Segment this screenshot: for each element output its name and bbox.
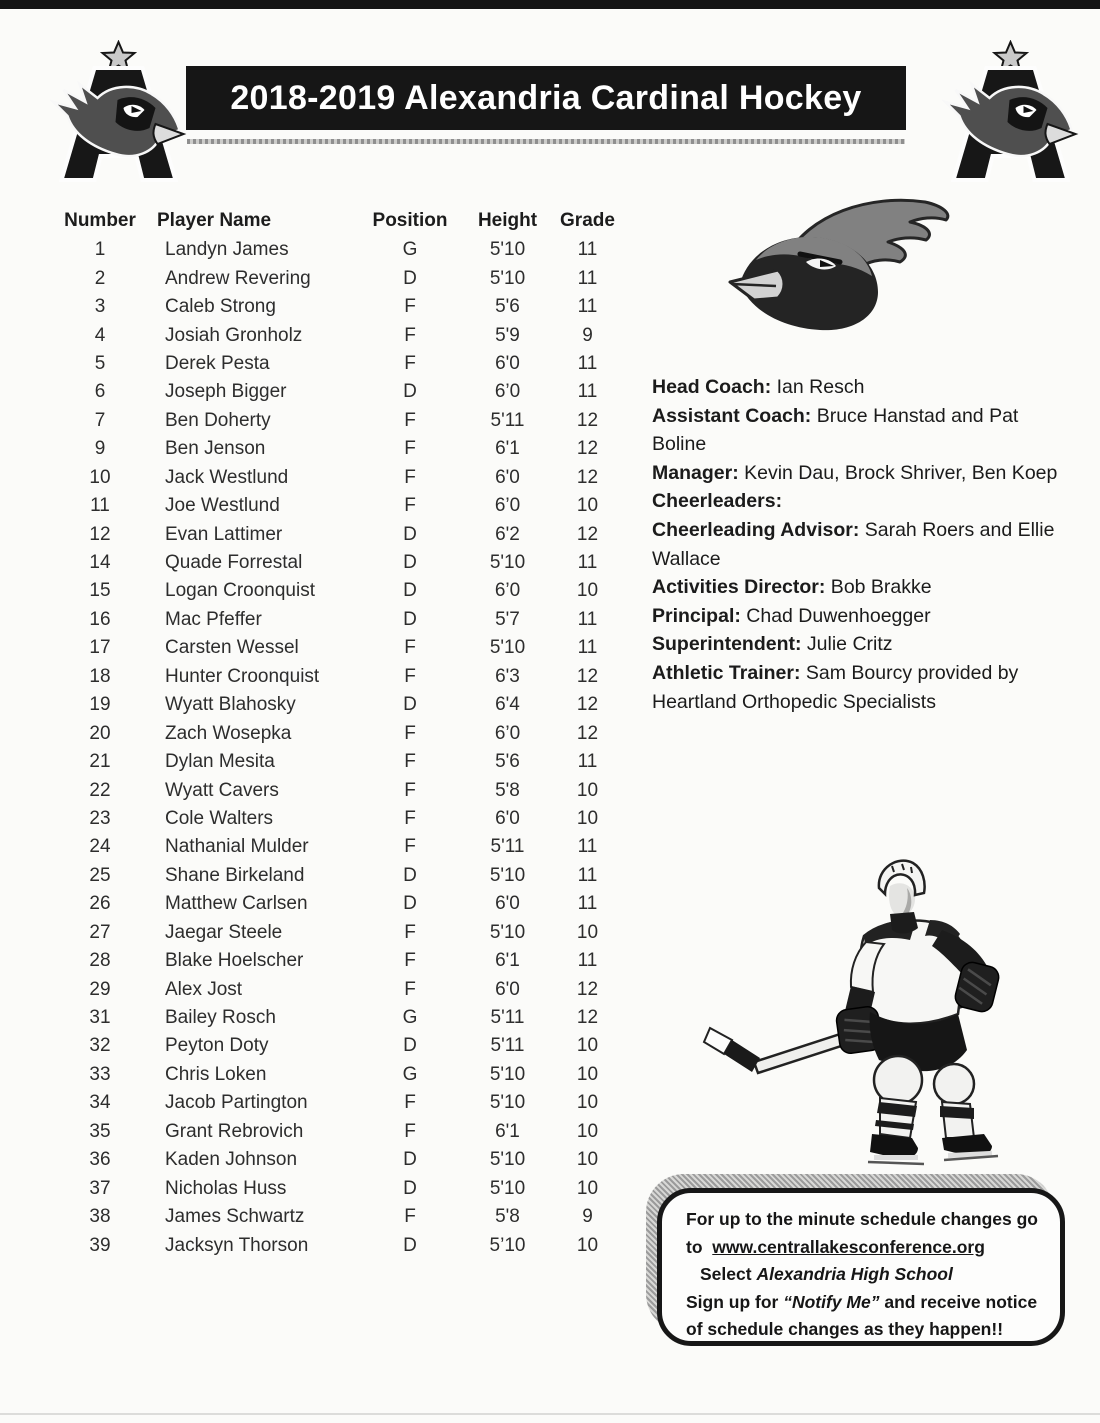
- cell-grade: 12: [576, 438, 599, 460]
- cell-height: 5'10: [489, 267, 526, 289]
- cell-name: Kaden Johnson: [165, 1149, 298, 1171]
- cell-name: Jaegar Steele: [165, 921, 283, 943]
- cell-number: 2: [94, 267, 106, 289]
- cell-height: 5'10: [489, 921, 526, 943]
- cell-position: D: [403, 1149, 417, 1171]
- cell-name: Jacksyn Thorson: [165, 1234, 309, 1256]
- cell-height: 6'2: [495, 523, 520, 545]
- cell-number: 7: [94, 409, 106, 431]
- logo-top-right: [942, 40, 1080, 192]
- cell-name: Logan Croonquist: [165, 580, 315, 602]
- staff-entry: Cheerleading Advisor: Sarah Roers and Ellie Wallace: [652, 518, 1055, 570]
- cell-number: 4: [94, 324, 106, 346]
- table-row: [55, 1061, 620, 1089]
- cell-height: 5'10: [489, 1149, 526, 1171]
- cell-position: F: [404, 1092, 416, 1114]
- cell-height: 6'4: [495, 694, 520, 716]
- notice-text: Select: [700, 1264, 752, 1284]
- table-row: [55, 691, 620, 719]
- cell-position: F: [404, 779, 416, 801]
- cell-number: 39: [89, 1234, 111, 1256]
- cell-grade: 10: [576, 921, 599, 943]
- cell-name: Wyatt Cavers: [165, 779, 279, 801]
- staff-role-label: Principal:: [652, 604, 741, 627]
- column-header-grade: Grade: [560, 210, 615, 231]
- cell-number: 29: [89, 978, 111, 1000]
- staff-entry: Athletic Trainer: Sam Bourcy provided by Heartland Orthopedic Specialists: [652, 661, 1019, 713]
- cell-grade: 12: [576, 694, 599, 716]
- cell-grade: 12: [576, 978, 599, 1000]
- table-row: [55, 805, 620, 833]
- cell-grade: 11: [577, 608, 598, 630]
- roster-table: [55, 206, 620, 1260]
- cell-name: Caleb Strong: [165, 296, 276, 318]
- cell-position: D: [403, 893, 417, 915]
- cell-position: G: [402, 1007, 418, 1029]
- cell-height: 6’0: [494, 722, 521, 744]
- cell-grade: 10: [576, 807, 599, 829]
- cell-height: 5’10: [489, 1234, 526, 1256]
- cell-number: 22: [89, 779, 111, 801]
- cell-position: D: [403, 580, 417, 602]
- cell-position: F: [404, 466, 416, 488]
- cell-name: Jacob Partington: [165, 1092, 308, 1114]
- notice-line-4: [686, 1289, 1044, 1317]
- cell-number: 14: [89, 552, 111, 574]
- cell-name: Joe Westlund: [165, 495, 280, 517]
- cell-height: 5'10: [489, 864, 526, 886]
- cell-grade: 11: [577, 552, 598, 574]
- table-row: [55, 833, 620, 861]
- cell-grade: 10: [576, 779, 599, 801]
- table-row: [55, 1004, 620, 1032]
- cell-number: 37: [89, 1177, 111, 1199]
- table-row: [55, 1146, 620, 1174]
- cell-height: 5'11: [490, 836, 525, 858]
- cell-name: Ben Doherty: [165, 409, 271, 431]
- staff-entry: [652, 487, 1058, 516]
- notice-line-1: [686, 1206, 1044, 1234]
- cell-grade: 11: [577, 296, 598, 318]
- cell-number: 12: [89, 523, 111, 545]
- scan-edge-strip: [0, 0, 1100, 9]
- roster-header-row: [55, 206, 620, 236]
- table-row: [55, 407, 620, 435]
- cell-height: 5'10: [489, 1063, 526, 1085]
- cell-height: 5'9: [495, 324, 520, 346]
- cell-height: 6'1: [495, 438, 520, 460]
- cell-height: 6'0: [495, 893, 520, 915]
- staff-role-label: Assistant Coach:: [652, 404, 812, 427]
- cell-grade: 12: [576, 523, 599, 545]
- cell-number: 36: [89, 1149, 111, 1171]
- table-row: [55, 663, 620, 691]
- cell-height: 6’0: [494, 381, 521, 403]
- cell-name: Carsten Wessel: [165, 637, 299, 659]
- notice-line-5: [686, 1316, 1044, 1344]
- notice-text: of schedule changes as they happen!!: [686, 1319, 1004, 1339]
- cell-name: James Schwartz: [165, 1206, 305, 1228]
- cell-grade: 12: [576, 466, 599, 488]
- cell-position: F: [404, 807, 416, 829]
- cell-grade: 10: [576, 1092, 599, 1114]
- notice-text: and receive notice: [884, 1291, 1038, 1312]
- cell-number: 33: [89, 1063, 111, 1085]
- cell-number: 26: [89, 893, 111, 915]
- table-row: [55, 264, 620, 292]
- cell-number: 21: [89, 751, 111, 773]
- cell-number: 16: [89, 608, 111, 630]
- cell-position: D: [403, 1035, 417, 1057]
- table-row: [55, 577, 620, 605]
- cell-height: 6'3: [495, 665, 520, 687]
- cardinal-a-star-icon: [50, 40, 188, 192]
- cell-position: F: [404, 665, 416, 687]
- cell-height: 5'10: [489, 239, 526, 261]
- staff-entry: Head Coach: Ian Resch: [652, 376, 865, 398]
- cell-grade: 10: [576, 1177, 599, 1199]
- cell-height: 5'6: [495, 296, 520, 318]
- table-row: [55, 321, 620, 349]
- cell-height: 5'10: [489, 1177, 526, 1199]
- cell-number: 6: [94, 381, 106, 403]
- cell-grade: 11: [577, 864, 598, 886]
- cell-grade: 11: [577, 267, 598, 289]
- cell-number: 19: [89, 694, 111, 716]
- cell-name: Hunter Croonquist: [165, 665, 320, 687]
- cell-grade: 9: [582, 1206, 593, 1228]
- staff-role-label: Cheerleading Advisor:: [652, 518, 860, 541]
- cell-name: Nicholas Huss: [165, 1177, 287, 1199]
- cell-position: F: [404, 495, 416, 517]
- cell-grade: 11: [577, 381, 598, 403]
- staff-role-label: Activities Director:: [652, 576, 826, 599]
- notice-line-2: [686, 1234, 1044, 1262]
- cell-number: 5: [94, 352, 106, 374]
- banner-decorative-line: [187, 139, 905, 144]
- cell-position: F: [404, 637, 416, 659]
- cell-grade: 10: [576, 1063, 599, 1085]
- notice-school-name: Alexandria High School: [756, 1264, 953, 1284]
- cell-number: 10: [89, 466, 111, 488]
- cell-number: 27: [89, 921, 111, 943]
- cell-grade: 11: [577, 239, 598, 261]
- cell-name: Cole Walters: [165, 807, 274, 829]
- cell-position: F: [404, 1206, 416, 1228]
- cell-height: 5'10: [489, 1092, 526, 1114]
- cell-number: 28: [89, 950, 111, 972]
- table-row: [55, 776, 620, 804]
- column-header-height: Height: [477, 210, 538, 231]
- cell-number: 18: [89, 665, 111, 687]
- cell-name: Mac Pfeffer: [165, 608, 262, 630]
- cell-grade: 10: [576, 1035, 599, 1057]
- cell-position: F: [404, 978, 416, 1000]
- cell-height: 5'10: [489, 637, 526, 659]
- notice-text: For up to the minute schedule changes go: [686, 1209, 1038, 1229]
- cell-height: 6'0: [495, 978, 520, 1000]
- cell-height: 5'6: [495, 751, 520, 773]
- cell-height: 5'11: [490, 1035, 525, 1057]
- cell-position: D: [403, 523, 417, 545]
- staff-entry: Assistant Coach: Bruce Hanstad and Pat Boline: [652, 404, 1019, 456]
- cell-name: Alex Jost: [165, 978, 243, 1000]
- cell-number: 20: [89, 722, 111, 744]
- cell-name: Evan Lattimer: [165, 523, 283, 545]
- cell-name: Dylan Mesita: [165, 751, 275, 773]
- cell-position: F: [404, 751, 416, 773]
- cell-position: F: [404, 921, 416, 943]
- cell-position: D: [403, 552, 417, 574]
- table-row: [55, 1089, 620, 1117]
- cell-position: D: [403, 694, 417, 716]
- cell-number: 24: [89, 836, 111, 858]
- schedule-notice-box: [657, 1188, 1065, 1346]
- table-row: [55, 293, 620, 321]
- table-row: [55, 890, 620, 918]
- scan-bottom-edge: [0, 1413, 1100, 1415]
- cell-height: 5'7: [495, 608, 520, 630]
- cell-height: 5'8: [495, 779, 520, 801]
- cell-name: Zach Wosepka: [165, 722, 292, 744]
- cell-grade: 10: [576, 1120, 599, 1142]
- cell-position: F: [404, 352, 416, 374]
- cell-number: 1: [94, 239, 106, 261]
- cell-grade: 11: [577, 637, 598, 659]
- cell-number: 23: [89, 807, 111, 829]
- cell-name: Matthew Carlsen: [165, 893, 308, 915]
- cell-height: 6'0: [495, 466, 520, 488]
- cell-grade: 11: [577, 751, 598, 773]
- cell-grade: 10: [576, 495, 599, 517]
- cell-name: Blake Hoelscher: [165, 950, 304, 972]
- cell-position: D: [403, 1177, 417, 1199]
- table-row: [55, 350, 620, 378]
- cell-position: G: [402, 239, 418, 261]
- cell-grade: 9: [582, 324, 593, 346]
- notice-box-body: [657, 1188, 1065, 1346]
- cell-grade: 11: [577, 836, 598, 858]
- cell-grade: 10: [576, 580, 599, 602]
- cell-name: Ben Jenson: [165, 438, 266, 460]
- staff-role-label: Head Coach:: [652, 376, 772, 398]
- cell-grade: 12: [576, 1007, 599, 1029]
- cell-name: Jack Westlund: [165, 466, 289, 488]
- cell-name: Joseph Bigger: [165, 381, 287, 403]
- staff-role-label: Manager:: [652, 461, 739, 484]
- cell-name: Andrew Revering: [165, 267, 311, 289]
- cell-number: 9: [94, 438, 106, 460]
- page-title: 2018-2019 Alexandria Cardinal Hockey: [230, 78, 862, 117]
- cell-name: Nathanial Mulder: [165, 836, 309, 858]
- notice-line-3: [686, 1261, 1044, 1289]
- cell-grade: 12: [576, 722, 599, 744]
- cell-height: 5'8: [495, 1206, 520, 1228]
- staff-role-label: Athletic Trainer:: [652, 661, 801, 684]
- table-row: [55, 634, 620, 662]
- staff-entry: Superintendent: Julie Critz: [652, 633, 893, 656]
- cell-height: 6'1: [495, 950, 520, 972]
- staff-role-label: Cheerleaders:: [652, 490, 783, 513]
- column-header-position: Position: [372, 210, 448, 231]
- cell-position: D: [403, 608, 417, 630]
- cell-name: Shane Birkeland: [165, 864, 305, 886]
- cell-height: 5'11: [490, 409, 525, 431]
- staff-entry: Principal: Chad Duwenhoegger: [652, 604, 931, 627]
- staff-entry: Activities Director: Bob Brakke: [652, 576, 932, 599]
- table-row: [55, 492, 620, 520]
- table-row: [55, 975, 620, 1003]
- cell-position: F: [404, 1120, 416, 1142]
- cell-name: Chris Loken: [165, 1063, 267, 1085]
- cell-position: D: [403, 864, 417, 886]
- cell-position: D: [403, 1234, 417, 1256]
- cell-height: 6’0: [494, 495, 521, 517]
- column-header-number: Number: [64, 210, 136, 231]
- cell-number: 31: [89, 1007, 111, 1029]
- cell-height: 6'0: [495, 807, 520, 829]
- table-row: [55, 919, 620, 947]
- cell-position: F: [404, 324, 416, 346]
- cell-name: Grant Rebrovich: [165, 1120, 304, 1142]
- column-header-name: Player Name: [157, 210, 272, 231]
- cell-height: 6'0: [495, 352, 520, 374]
- cell-name: Josiah Gronholz: [165, 324, 303, 346]
- cell-name: Bailey Rosch: [165, 1007, 276, 1029]
- table-row: [55, 378, 620, 406]
- cell-height: 5'11: [490, 1007, 525, 1029]
- cell-number: 3: [94, 296, 106, 318]
- table-row: [55, 549, 620, 577]
- cell-number: 11: [90, 495, 110, 517]
- cell-height: 5'10: [489, 552, 526, 574]
- cell-number: 25: [89, 864, 111, 886]
- cell-grade: 10: [576, 1149, 599, 1171]
- hockey-player-art: [702, 846, 1010, 1166]
- cell-grade: 12: [576, 665, 599, 687]
- staff-entry: Manager: Kevin Dau, Brock Shriver, Ben Koep: [652, 461, 1058, 484]
- table-row: [55, 435, 620, 463]
- cell-number: 32: [89, 1035, 111, 1057]
- table-row: [55, 1174, 620, 1202]
- cell-position: D: [403, 267, 417, 289]
- schedule-link[interactable]: www.centrallakesconference.org: [712, 1236, 985, 1257]
- staff-list: [652, 373, 1058, 716]
- cardinal-head-art: [720, 188, 958, 360]
- cell-grade: 11: [577, 950, 598, 972]
- cell-position: F: [404, 296, 416, 318]
- table-row: [55, 1231, 620, 1259]
- cell-grade: 11: [577, 352, 598, 374]
- notice-text: to: [686, 1236, 703, 1257]
- table-row: [55, 719, 620, 747]
- cell-position: F: [404, 409, 416, 431]
- cell-name: Quade Forrestal: [165, 552, 303, 574]
- title-banner: [186, 66, 906, 130]
- cell-number: 34: [89, 1092, 111, 1114]
- table-row: [55, 606, 620, 634]
- cell-position: F: [404, 722, 416, 744]
- cell-number: 17: [89, 637, 111, 659]
- table-row: [55, 520, 620, 548]
- cell-grade: 12: [576, 409, 599, 431]
- table-row: [55, 1203, 620, 1231]
- cell-position: F: [404, 438, 416, 460]
- roster-rows: [55, 236, 620, 1260]
- table-row: [55, 748, 620, 776]
- cell-height: 6’0: [494, 580, 521, 602]
- table-row: [55, 947, 620, 975]
- cardinal-head-icon: [720, 188, 958, 360]
- hockey-player-icon: [702, 846, 1010, 1166]
- cell-name: Landyn James: [165, 239, 289, 261]
- notice-text: Sign up for: [686, 1291, 779, 1312]
- cell-position: G: [402, 1063, 418, 1085]
- notice-notify-me: “Notify Me”: [783, 1291, 880, 1312]
- cell-height: 6'1: [495, 1120, 520, 1142]
- table-row: [55, 1118, 620, 1146]
- cell-position: F: [404, 836, 416, 858]
- cell-name: Wyatt Blahosky: [165, 694, 296, 716]
- logo-top-left: [50, 40, 188, 192]
- cell-position: F: [404, 950, 416, 972]
- cell-position: D: [403, 381, 417, 403]
- table-row: [55, 862, 620, 890]
- cell-number: 38: [89, 1206, 111, 1228]
- staff-role-label: Superintendent:: [652, 633, 802, 656]
- cell-number: 15: [89, 580, 111, 602]
- cardinal-a-star-icon: [942, 40, 1080, 192]
- table-row: [55, 1032, 620, 1060]
- table-row: [55, 236, 620, 264]
- cell-grade: 11: [577, 893, 598, 915]
- table-row: [55, 464, 620, 492]
- cell-number: 35: [89, 1120, 111, 1142]
- cell-name: Derek Pesta: [165, 352, 270, 374]
- cell-name: Peyton Doty: [165, 1035, 269, 1057]
- cell-grade: 10: [576, 1234, 599, 1256]
